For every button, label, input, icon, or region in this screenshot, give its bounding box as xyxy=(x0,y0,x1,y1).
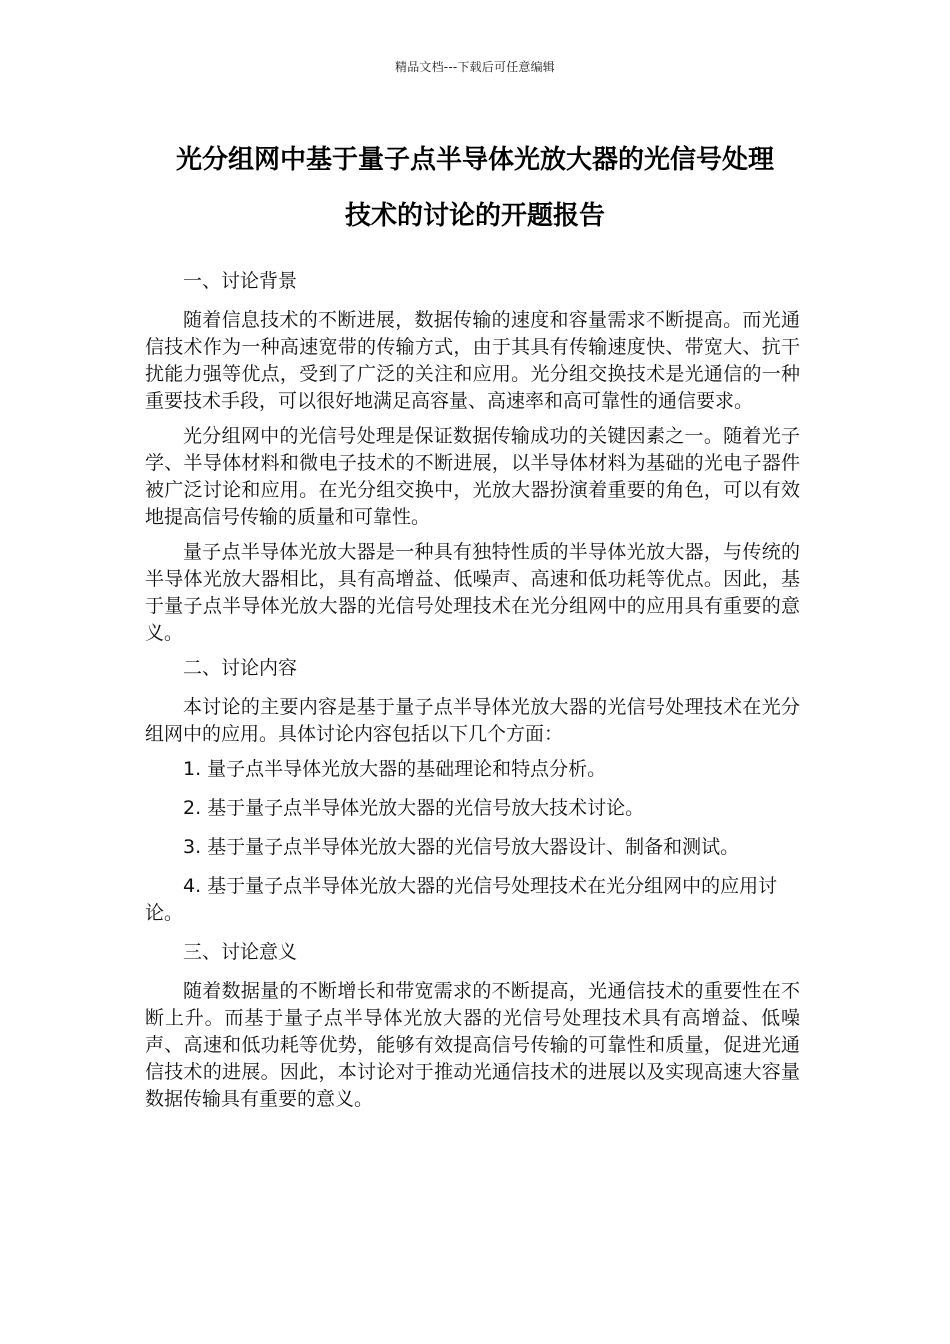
header-note: 精品文档---下载后可任意编辑 xyxy=(395,60,555,74)
paragraph: 本讨论的主要内容是基于量子点半导体光放大器的光信号处理技术在光分组网中的应用。具体讨论内容包括以下几个方面： xyxy=(145,696,800,745)
title-line-2: 技术的讨论的开题报告 xyxy=(344,201,605,231)
document-title xyxy=(120,132,830,244)
paragraph: 量子点半导体光放大器是一种具有独特性质的半导体光放大器，与传统的半导体光放大器相比，具有高增益、低噪声、高速和低功耗等优点。因此，基于量子点半导体光放大器的光信号处理技术在光分组网中的应用具有重要的意义。 xyxy=(145,541,800,644)
paragraph: 随着数据量的不断增长和带宽需求的不断提高，光通信技术的重要性在不断上升。而基于量子点半导体光放大器的光信号处理技术具有高增益、低噪声、高速和低功耗等优势，能够有效提高信号传输的可靠性和质量，促进光通信技术的进展。因此，本讨论对于推动光通信技术的进展以及实现高速大容量数据传输具有重要的意义。 xyxy=(145,980,800,1110)
paragraph: 随着信息技术的不断进展，数据传输的速度和容量需求不断提高。而光通信技术作为一种高速宽带的传输方式，由于其具有传输速度快、带宽大、抗干扰能力强等优点，受到了广泛的关注和应用。光分组交换技术是光通信的一种重要技术手段，可以很好地满足高容量、高速率和高可靠性的通信要求。 xyxy=(145,309,800,412)
list-item: 2. 基于量子点半导体光放大器的光信号放大技术讨论。 xyxy=(183,797,645,819)
list-item: 3. 基于量子点半导体光放大器的光信号放大器设计、制备和测试。 xyxy=(183,836,740,858)
section-heading-content: 二、讨论内容 xyxy=(183,657,298,679)
list-item: 4. 基于量子点半导体光放大器的光信号处理技术在光分组网中的应用讨论。 xyxy=(145,875,778,924)
list-item: 1. 量子点半导体光放大器的基础理论和特点分析。 xyxy=(183,758,607,780)
section-heading-significance: 三、讨论意义 xyxy=(183,941,298,963)
title-line-1: 光分组网中基于量子点半导体光放大器的光信号处理 xyxy=(175,145,774,175)
document-body xyxy=(145,268,800,1121)
section-heading-background: 一、讨论背景 xyxy=(183,270,298,292)
paragraph: 光分组网中的光信号处理是保证数据传输成功的关键因素之一。随着光子学、半导体材料和微电子技术的不断进展，以半导体材料为基础的光电子器件被广泛讨论和应用。在光分组交换中，光放大器扮演着重要的角色，可以有效地提高信号传输的质量和可靠性。 xyxy=(145,425,800,528)
